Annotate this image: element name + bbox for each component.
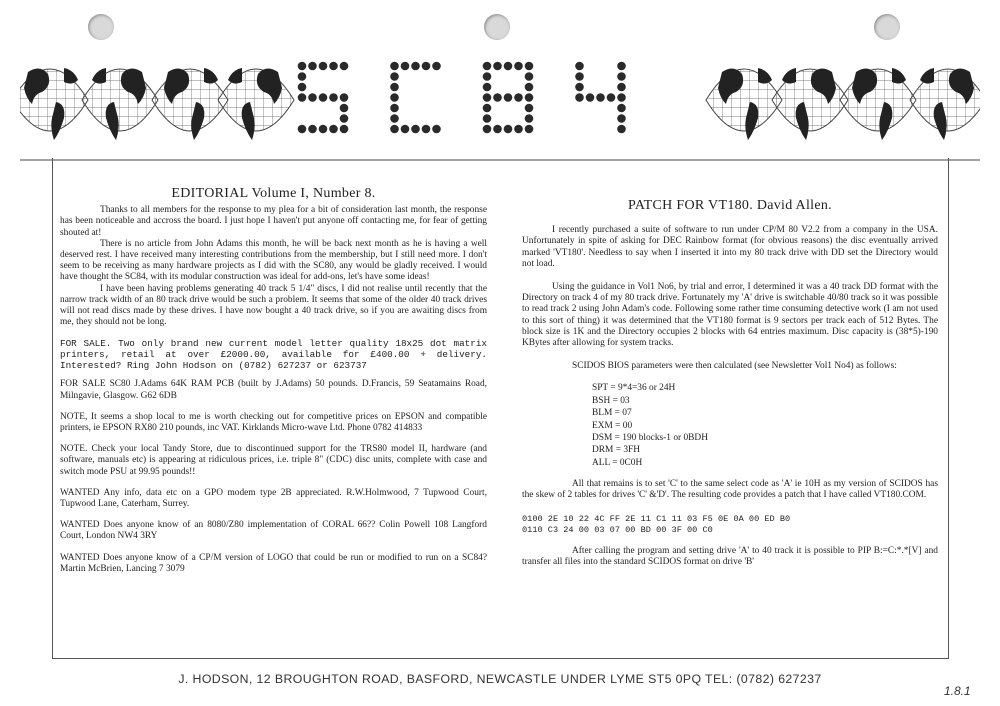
patch-paragraph: SCIDOS BIOS parameters were then calculated (see Newsletter Vol1 No4) as follows: bbox=[572, 361, 897, 372]
logo-dot bbox=[493, 62, 502, 71]
logo-dot bbox=[298, 62, 307, 71]
footer-address: J. HODSON, 12 BROUGHTON ROAD, BASFORD, NEWCASTLE UNDER LYME ST5 0PQ TEL: (0782) 627237 bbox=[178, 672, 822, 686]
logo-dot bbox=[401, 125, 410, 134]
param-exm: EXM = 00 bbox=[592, 420, 633, 431]
logo-dot bbox=[422, 62, 431, 71]
logo-dot bbox=[483, 83, 492, 92]
logo-dot bbox=[411, 125, 420, 134]
logo-dot bbox=[575, 83, 584, 92]
logo-dot bbox=[483, 72, 492, 81]
logo-dot bbox=[411, 62, 420, 71]
param-bsh: BSH = 03 bbox=[592, 395, 630, 406]
logo-dot bbox=[298, 83, 307, 92]
binder-hole-left bbox=[88, 14, 114, 40]
logo-dot bbox=[298, 125, 307, 134]
logo-dot bbox=[483, 114, 492, 123]
logo-dot bbox=[390, 72, 399, 81]
editorial-column bbox=[60, 188, 487, 585]
ad-printers: FOR SALE. Two only brand new current model letter quality 18x25 dot matrix printers, retail at over £2000.00, available for £400.00 + delivery. Interested? Ring John Hodson on (0782) 627237 or 623737 bbox=[60, 338, 487, 372]
hex-line: 0100 2E 10 22 4C FF 2E 11 C1 11 03 F5 0E 0A 00 ED B0 bbox=[522, 513, 791, 524]
wanted-gpo-modem: WANTED Any info, data etc on a GPO modem type 2B appreciated. R.W.Holmwood, 7 Tupwood Court, Tupwood Lane, Caterham, Surrey. bbox=[60, 487, 487, 510]
logo-dot bbox=[504, 62, 513, 71]
logo-dot bbox=[525, 72, 534, 81]
logo-dot bbox=[525, 83, 534, 92]
logo-dot bbox=[432, 125, 441, 134]
editorial-title: EDITORIAL Volume I, Number 8. bbox=[171, 186, 376, 201]
sc84-dot-logo bbox=[298, 62, 626, 134]
logo-dot bbox=[329, 125, 338, 134]
patch-after-params: All that remains is to set 'C' to the same select code as 'A' ie 10H as my version of SCIDOS has the skew of 2 tables for drives 'C' &'D'. The resulting code provides a patch that I have called VT180.COM. bbox=[522, 479, 938, 501]
logo-dot bbox=[483, 93, 492, 102]
logo-dot bbox=[340, 114, 349, 123]
logo-dot bbox=[432, 62, 441, 71]
patch-paragraph: I recently purchased a suite of software to run under CP/M 80 V2.2 from a company in the USA. Unfortunately in spite of asking for DEC Rainbow format (for obvious reasons) the disc eventually arrived marked 'VT180'. Needless to say when I inserted it into my 80 track drive with DD set the Directory would not load. bbox=[522, 225, 938, 269]
logo-dot bbox=[525, 62, 534, 71]
patch-column bbox=[522, 200, 938, 578]
logo-dot bbox=[575, 93, 584, 102]
param-spt: SPT = 9*4=36 or 24H bbox=[592, 383, 676, 394]
logo-dot bbox=[401, 62, 410, 71]
logo-dot bbox=[617, 114, 626, 123]
logo-dot bbox=[390, 114, 399, 123]
logo-dot bbox=[390, 104, 399, 113]
param-all: ALL = 0C0H bbox=[592, 457, 643, 468]
logo-dot bbox=[298, 93, 307, 102]
editorial-paragraph: Thanks to all members for the response to my plea for a bit of consideration last month, the response has been noticeable and accross the board. I just hope I haven't put anyone off contacting me, for fear of getting shouted at! bbox=[60, 205, 487, 238]
logo-dot bbox=[483, 125, 492, 134]
logo-dot bbox=[390, 125, 399, 134]
logo-dot bbox=[298, 72, 307, 81]
logo-dot bbox=[483, 62, 492, 71]
editorial-paragraph: I have been having problems generating 40 track 5 1/4" discs, I did not realise until recently that the narrow track width of an 80 track drive would be such a problem. It seems that some of the older 40 track drives will not read discs made by these drives. I have now bought a 40 track drive, so if you are awaiting discs from me, they should not be long. bbox=[60, 283, 487, 328]
patch-closing: After calling the program and setting drive 'A' to 40 track it is possible to PIP B:=C:*.*[V] and transfer all files into the standard SCIDOS format on drive 'B' bbox=[522, 545, 938, 567]
logo-dot bbox=[390, 93, 399, 102]
logo-dot bbox=[483, 104, 492, 113]
logo-dot bbox=[308, 93, 317, 102]
logo-dot bbox=[504, 125, 513, 134]
frame-left-border bbox=[52, 158, 53, 658]
logo-dot bbox=[596, 93, 605, 102]
banner-header bbox=[20, 44, 980, 162]
param-blm: BLM = 07 bbox=[592, 408, 632, 419]
logo-dot bbox=[390, 83, 399, 92]
logo-dot bbox=[617, 83, 626, 92]
logo-dot bbox=[329, 93, 338, 102]
world-map-left-icon bbox=[20, 68, 294, 140]
logo-dot bbox=[617, 72, 626, 81]
world-map-right-icon bbox=[706, 68, 980, 140]
logo-dot bbox=[493, 125, 502, 134]
wanted-coral: WANTED Does anyone know of an 8080/Z80 implementation of CORAL 66?? Colin Powell 108 Langford Court, London NW4 3RY bbox=[60, 520, 487, 542]
logo-dot bbox=[575, 72, 584, 81]
wanted-logo: WANTED Does anyone know of a CP/M version of LOGO that could be run or modified to run on a SC84? Martin McBrien, Lancing 7 3079 bbox=[60, 552, 487, 574]
logo-dot bbox=[525, 104, 534, 113]
frame-bottom-border bbox=[52, 658, 949, 659]
logo-dot bbox=[504, 93, 513, 102]
logo-dot bbox=[422, 125, 431, 134]
logo-dot bbox=[340, 104, 349, 113]
logo-dot bbox=[340, 125, 349, 134]
patch-title: PATCH FOR VT180. David Allen. bbox=[628, 198, 832, 213]
logo-dot bbox=[617, 93, 626, 102]
logo-dot bbox=[308, 125, 317, 134]
binder-hole-mid bbox=[484, 14, 510, 40]
frame-right-border bbox=[948, 158, 949, 658]
logo-dot bbox=[617, 125, 626, 134]
logo-dot bbox=[586, 93, 595, 102]
note-epson: NOTE, It seems a shop local to me is worth checking out for competitive prices on EPSON and compatible printers, ie EPSON RX80 210 pounds, inc VAT. Kirklands Micro-wave Ltd. Phone 0782 414833 bbox=[60, 411, 487, 434]
patch-paragraph: Using the guidance in Vol1 No6, by trial and error, I determined it was a 40 track DD format with the Directory on track 4 of my 80 track drive. Fortunately my 'A' drive is switchable 40/80 track so it was possible to read track 2 using John Adam's code. Following some rather time consuming detective work (I am not used to this sort of thing) it was determined that the VT180 format is 9 sectors per track each of 512 Bytes. The block size is 1K and the Directory occupies 2 blocks with 64 entries maximum. Disc capacity is (38*5)-190 KBytes after allowing for system tracks. bbox=[522, 282, 938, 349]
logo-dot bbox=[525, 125, 534, 134]
logo-dot bbox=[525, 114, 534, 123]
param-drm: DRM = 3FH bbox=[592, 445, 641, 456]
hex-listing bbox=[522, 514, 938, 536]
logo-dot bbox=[493, 93, 502, 102]
logo-dot bbox=[340, 62, 349, 71]
logo-dot bbox=[319, 93, 328, 102]
logo-dot bbox=[340, 93, 349, 102]
note-tandy: NOTE. Check your local Tandy Store, due to discontinued support for the TRS80 model II, hardware (and software, manuals etc) is appearing at ridiculous prices, i.e. triple 8" (CDC) disc units, complete with case and switch mode PSU at 99.95 pounds!! bbox=[60, 444, 487, 477]
logo-dot bbox=[514, 62, 523, 71]
param-dsm: DSM = 190 blocks-1 or 0BDH bbox=[592, 433, 708, 444]
logo-dot bbox=[617, 104, 626, 113]
ad-sc80-pcb: FOR SALE SC80 J.Adams 64K RAM PCB (built by J.Adams) 50 pounds. D.Francis, 59 Seatamains Road, Milngavie, Glasgow. G62 6DB bbox=[60, 379, 487, 401]
logo-dot bbox=[390, 62, 399, 71]
logo-dot bbox=[607, 93, 616, 102]
logo-dot bbox=[329, 62, 338, 71]
logo-dot bbox=[319, 125, 328, 134]
logo-dot bbox=[525, 93, 534, 102]
logo-dot bbox=[617, 62, 626, 71]
logo-dot bbox=[514, 125, 523, 134]
logo-dot bbox=[514, 93, 523, 102]
logo-dot bbox=[319, 62, 328, 71]
logo-dot bbox=[575, 62, 584, 71]
hex-line: 0110 C3 24 00 03 07 00 BD 00 3F 00 C0 bbox=[522, 524, 713, 535]
page-number: 1.8.1 bbox=[944, 684, 971, 698]
bios-parameters bbox=[592, 382, 938, 469]
binder-hole-right bbox=[874, 14, 900, 40]
editorial-paragraph: There is no article from John Adams this month, he will be back next month as he is having a well deserved rest. I have received many interesting contributions from the membership, but I still need more. I don't seem to be receiving as many hardware projects as I did with the SC80, any would be gladly received. I would have thought the SC84, with its modular construction was ideal for add-ons, let's have some ideas! bbox=[60, 238, 487, 283]
logo-dot bbox=[308, 62, 317, 71]
